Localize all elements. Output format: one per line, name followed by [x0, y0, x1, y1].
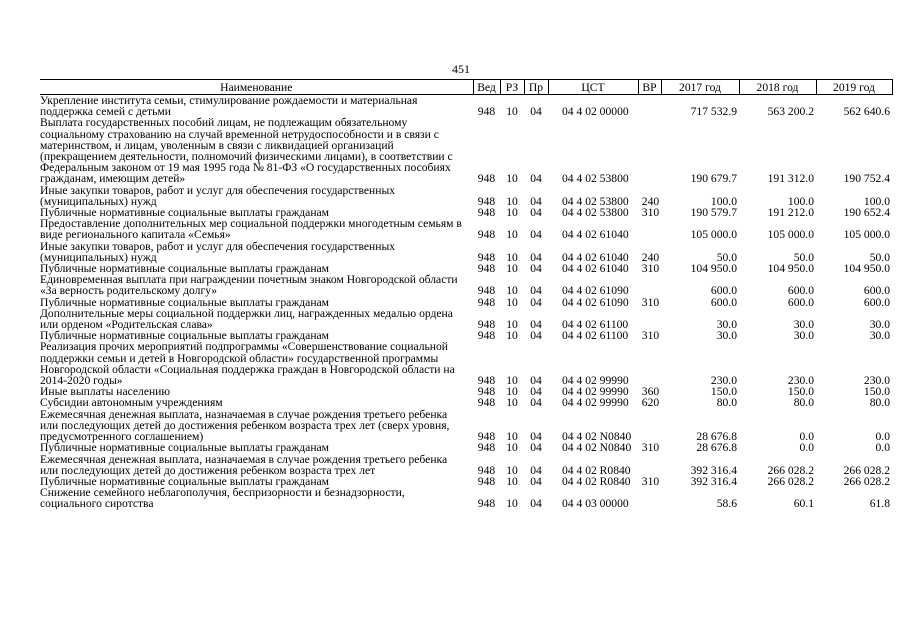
row-value-2017: 80.0: [716, 396, 737, 410]
row-value-2019: 80.0: [869, 396, 890, 410]
row-ved: 948: [477, 262, 496, 276]
header-rz: РЗ: [500, 80, 524, 95]
row-rz: 10: [506, 318, 518, 332]
row-cst: 04 4 02 61040: [562, 228, 629, 242]
row-name: Реализация прочих мероприятий подпрограммы «Совершенствование социальной поддержки семьи и детей в Новгородской области» государственной программы Новгородской области «Социальная поддержка граждан в Новгородской области на 2014-2020 годы»: [40, 340, 455, 388]
row-pr: 04: [530, 430, 542, 444]
row-pr: 04: [530, 374, 542, 388]
row-rz: 10: [506, 430, 518, 444]
row-vr: [638, 409, 661, 443]
row-cst: 04 4 02 99990: [562, 396, 629, 410]
row-value-2018: 600.0: [787, 284, 814, 298]
row-name: Единовременная выплата при награждении почетным знаком Новгородской области «За верность родительскому долгу»: [40, 273, 458, 298]
row-value-2019: 50.0: [869, 250, 890, 264]
row-name: Публичные нормативные социальные выплаты гражданам: [40, 441, 329, 455]
row-ved: 948: [477, 105, 496, 119]
page-number: 451: [452, 62, 470, 76]
row-rz: 10: [506, 474, 518, 488]
row-value-2018: 80.0: [793, 396, 814, 410]
row-vr: 360: [641, 385, 660, 399]
row-value-2019: 600.0: [863, 284, 890, 298]
row-cst: 04 4 02 61100: [562, 329, 629, 343]
row-pr: 04: [530, 329, 542, 343]
row-value-2018: 105 000.0: [767, 228, 814, 242]
table-header-row: [40, 80, 892, 95]
row-value-2019: 104 950.0: [843, 262, 890, 276]
row-pr: 04: [530, 228, 542, 242]
row-value-2017: 392 316.4: [690, 474, 737, 488]
row-pr: 04: [530, 474, 542, 488]
row-cst: 04 4 02 99990: [562, 374, 629, 388]
row-cst: 04 4 02 N0840: [562, 441, 632, 455]
row-value-2017: 30.0: [716, 318, 737, 332]
row-name: Иные выплаты населению: [40, 385, 171, 399]
row-cst: 04 4 02 61090: [562, 295, 629, 309]
row-vr: [638, 308, 661, 330]
row-vr: [638, 274, 661, 296]
row-name: Публичные нормативные социальные выплаты гражданам: [40, 329, 329, 343]
row-value-2019: 190 652.4: [843, 206, 890, 220]
row-pr: 04: [530, 497, 542, 511]
row-value-2019: 30.0: [869, 318, 890, 332]
row-vr: 240: [641, 250, 660, 264]
row-name: Публичные нормативные социальные выплаты гражданам: [40, 474, 329, 488]
row-pr: 04: [530, 105, 542, 119]
row-cst: 04 4 02 99990: [562, 385, 629, 399]
row-value-2019: 562 640.6: [843, 105, 890, 119]
row-rz: 10: [506, 441, 518, 455]
row-ved: 948: [477, 250, 496, 264]
header-ved: Вед: [473, 80, 500, 95]
row-value-2018: 600.0: [787, 295, 814, 309]
header-2018: 2018 год: [739, 80, 816, 95]
row-rz: 10: [506, 497, 518, 511]
row-name: Публичные нормативные социальные выплаты гражданам: [40, 206, 329, 220]
row-rz: 10: [506, 105, 518, 119]
row-ved: 948: [477, 441, 496, 455]
row-ved: 948: [477, 497, 496, 511]
row-value-2019: 150.0: [863, 385, 890, 399]
row-value-2018: 60.1: [793, 497, 814, 511]
header-2019: 2019 год: [816, 80, 892, 95]
table-row: [40, 241, 892, 263]
row-value-2019: 105 000.0: [843, 228, 890, 242]
row-rz: 10: [506, 284, 518, 298]
row-pr: 04: [530, 262, 542, 276]
row-value-2018: 230.0: [787, 374, 814, 388]
row-ved: 948: [477, 194, 496, 208]
row-value-2017: 100.0: [710, 194, 737, 208]
table-body: [40, 95, 892, 510]
row-ved: 948: [477, 206, 496, 220]
row-name: Дополнительные меры социальной поддержки лиц, награжденных медалью ордена или орденом «Родительская слава»: [40, 306, 453, 332]
row-cst: 04 4 02 53800: [562, 194, 629, 208]
row-value-2018: 50.0: [793, 250, 814, 264]
row-value-2017: 190 579.7: [690, 206, 737, 220]
header-cst: ЦСТ: [548, 80, 638, 95]
row-ved: 948: [477, 430, 496, 444]
row-pr: 04: [530, 463, 542, 477]
row-cst: 04 4 02 61100: [562, 318, 629, 332]
row-value-2018: 150.0: [787, 385, 814, 399]
budget-table: [40, 79, 893, 510]
row-cst: 04 4 02 R0840: [562, 463, 631, 477]
row-vr: 310: [641, 206, 660, 220]
row-rz: 10: [506, 194, 518, 208]
row-pr: 04: [530, 172, 542, 186]
row-rz: 10: [506, 262, 518, 276]
row-pr: 04: [530, 385, 542, 399]
row-cst: 04 4 02 53800: [562, 172, 629, 186]
row-rz: 10: [506, 206, 518, 220]
row-ved: 948: [477, 474, 496, 488]
row-rz: 10: [506, 374, 518, 388]
row-rz: 10: [506, 295, 518, 309]
row-vr: 310: [641, 441, 660, 455]
row-name: Публичные нормативные социальные выплаты гражданам: [40, 262, 329, 276]
row-value-2017: 28 676.8: [696, 430, 737, 444]
row-name: Субсидии автономным учреждениям: [40, 396, 223, 410]
row-value-2019: 600.0: [863, 295, 890, 309]
row-cst: 04 4 02 00000: [562, 105, 629, 119]
row-ved: 948: [477, 374, 496, 388]
row-value-2017: 104 950.0: [690, 262, 737, 276]
row-name: Иные закупки товаров, работ и услуг для обеспечения государственных (муниципальных) нужд: [40, 239, 396, 264]
row-value-2018: 30.0: [793, 329, 814, 343]
row-vr: 310: [641, 329, 660, 343]
row-value-2018: 191 212.0: [767, 206, 814, 220]
table-row: [40, 308, 892, 330]
row-rz: 10: [506, 329, 518, 343]
row-rz: 10: [506, 396, 518, 410]
row-value-2017: 717 532.9: [690, 105, 737, 119]
row-vr: 240: [641, 194, 660, 208]
row-value-2019: 61.8: [869, 497, 890, 511]
table-row: [40, 454, 892, 476]
row-value-2017: 28 676.8: [696, 441, 737, 455]
row-value-2019: 100.0: [863, 194, 890, 208]
row-value-2019: 0.0: [875, 430, 890, 444]
row-cst: 04 4 02 N0840: [562, 430, 632, 444]
header-2017: 2017 год: [661, 80, 739, 95]
row-pr: 04: [530, 318, 542, 332]
row-rz: 10: [506, 172, 518, 186]
row-pr: 04: [530, 396, 542, 410]
header-pr: Пр: [524, 80, 548, 95]
row-name: Снижение семейного неблагополучия, беспризорности и безнадзорности, социального сиротства: [40, 486, 405, 511]
row-value-2017: 58.6: [716, 497, 737, 511]
row-value-2017: 190 679.7: [690, 172, 737, 186]
row-cst: 04 4 02 61040: [562, 250, 629, 264]
row-vr: [638, 341, 661, 386]
row-value-2017: 50.0: [716, 250, 737, 264]
row-value-2018: 0.0: [799, 430, 814, 444]
row-value-2017: 600.0: [710, 295, 737, 309]
table-row: [40, 218, 892, 240]
row-cst: 04 4 02 61040: [562, 262, 629, 276]
row-ved: 948: [477, 284, 496, 298]
row-vr: 310: [641, 474, 660, 488]
row-value-2017: 150.0: [710, 385, 737, 399]
table-row: [40, 274, 892, 296]
row-value-2018: 266 028.2: [767, 463, 814, 477]
row-cst: 04 4 02 61090: [562, 284, 629, 298]
row-value-2018: 266 028.2: [767, 474, 814, 488]
row-name: Публичные нормативные социальные выплаты гражданам: [40, 295, 329, 309]
row-pr: 04: [530, 206, 542, 220]
row-vr: 310: [641, 262, 660, 276]
table-row: [40, 487, 892, 509]
table-row: [40, 409, 892, 443]
row-name: Ежемесячная денежная выплата, назначаемая в случае рождения третьего ребенка или последующих детей до достижения ребенком возраста трех лет: [40, 452, 448, 477]
row-value-2019: 230.0: [863, 374, 890, 388]
row-value-2018: 100.0: [787, 194, 814, 208]
row-vr: 620: [641, 396, 660, 410]
row-value-2017: 105 000.0: [690, 228, 737, 242]
row-vr: [638, 487, 661, 509]
row-value-2017: 230.0: [710, 374, 737, 388]
row-pr: 04: [530, 194, 542, 208]
row-rz: 10: [506, 463, 518, 477]
row-ved: 948: [477, 172, 496, 186]
row-value-2018: 0.0: [799, 441, 814, 455]
row-value-2018: 30.0: [793, 318, 814, 332]
row-value-2017: 392 316.4: [690, 463, 737, 477]
row-pr: 04: [530, 441, 542, 455]
row-ved: 948: [477, 295, 496, 309]
row-ved: 948: [477, 318, 496, 332]
row-ved: 948: [477, 396, 496, 410]
row-vr: [638, 95, 661, 118]
row-value-2019: 266 028.2: [843, 463, 890, 477]
row-rz: 10: [506, 385, 518, 399]
row-value-2018: 104 950.0: [767, 262, 814, 276]
row-name: Укрепление института семьи, стимулирование рождаемости и материальная поддержка семей с детьми: [40, 94, 418, 119]
row-name: Выплата государственных пособий лицам, не подлежащим обязательному социальному страхованию на случай временной нетрудоспособности и в связи с материнством, и лицам, уволенным в связи с ликвидацией организаций (прекращением деятельности, полномочий физическими лицами), в соответствии с Федеральным законом от 19 мая 1995 года № 81-ФЗ «О государственных пособиях гражданам, имеющим детей»: [40, 116, 453, 186]
row-ved: 948: [477, 463, 496, 477]
table-row: [40, 117, 892, 184]
row-pr: 04: [530, 250, 542, 264]
row-name: Предоставление дополнительных мер социальной поддержки многодетным семьям в виде регионального капитала «Семья»: [40, 217, 462, 242]
row-cst: 04 4 02 53800: [562, 206, 629, 220]
row-ved: 948: [477, 228, 496, 242]
row-value-2017: 30.0: [716, 329, 737, 343]
row-vr: 310: [641, 295, 660, 309]
table-row: [40, 442, 892, 453]
header-vr: ВР: [638, 80, 661, 95]
table-row: [40, 185, 892, 207]
header-name: Наименование: [40, 80, 473, 95]
row-value-2019: 266 028.2: [843, 474, 890, 488]
row-value-2018: 563 200.2: [767, 105, 814, 119]
row-vr: [638, 454, 661, 476]
row-name: Ежемесячная денежная выплата, назначаемая в случае рождения третьего ребенка или последующих детей до достижения ребенком возраста трех лет (сверх уровня, предусмотренного соглашением): [40, 407, 450, 444]
row-value-2018: 191 312.0: [767, 172, 814, 186]
row-name: Иные закупки товаров, работ и услуг для обеспечения государственных (муниципальных) нужд: [40, 183, 396, 208]
row-ved: 948: [477, 385, 496, 399]
row-value-2019: 0.0: [875, 441, 890, 455]
table-row: [40, 397, 892, 408]
row-rz: 10: [506, 228, 518, 242]
row-cst: 04 4 02 R0840: [562, 474, 631, 488]
row-pr: 04: [530, 284, 542, 298]
row-cst: 04 4 03 00000: [562, 497, 629, 511]
table-row: [40, 95, 892, 118]
row-vr: [638, 218, 661, 240]
row-pr: 04: [530, 295, 542, 309]
row-value-2017: 600.0: [710, 284, 737, 298]
row-value-2019: 30.0: [869, 329, 890, 343]
row-value-2019: 190 752.4: [843, 172, 890, 186]
table-row: [40, 341, 892, 386]
row-ved: 948: [477, 329, 496, 343]
row-vr: [638, 117, 661, 184]
row-rz: 10: [506, 250, 518, 264]
